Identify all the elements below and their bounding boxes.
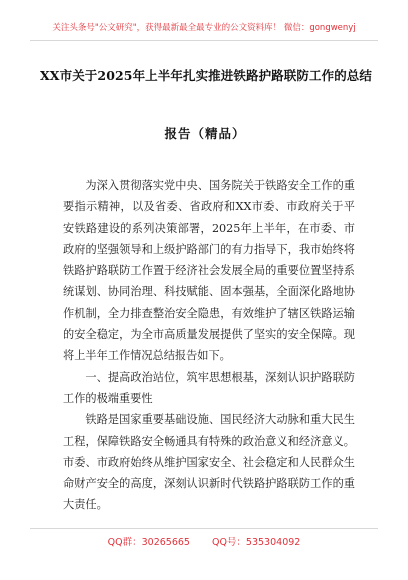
paragraph-section-1: 铁路是国家重要基础设施、国民经济大动脉和重大民生工程，保障铁路安全畅通具有特殊的政治意义和经济意义。市委、市政府始终从维护国家安全、社会稳定和人民群众生命财产安全的高度，深刻认识新时代铁路护路联防工作的重大责任。 bbox=[63, 413, 355, 512]
header-divider bbox=[30, 40, 378, 41]
footer-qq-number: QQ号：535304092 bbox=[211, 537, 301, 548]
footer-divider bbox=[30, 528, 378, 529]
document-title-line-2: 报告（精品） bbox=[164, 126, 246, 141]
section-heading-1: 一、提高政治站位，筑牢思想根基，深刻认识护路联防工作的极端重要性 bbox=[63, 370, 355, 405]
footer-contact bbox=[0, 536, 408, 549]
paragraph-intro: 为深入贯彻落实党中央、国务院关于铁路安全工作的重要指示精神，以及省委、省政府和XX市委、市政府关于平安铁路建设的系列决策部署，2025年上半年，在市委、市政府的坚强领导和上级护路部门的有力指导下，我市始终将铁路护路联防工作置于经济社会发展全局的重要位置坚持系统谋划、协同治理、科技赋能、固本强基，全面深化路地协作机制，全力排查整治安全隐患，有效维护了辖区铁路运输的安全稳定，为全市高质量发展提供了坚实的安全保障。现将上半年工作情况总结报告如下。 bbox=[63, 179, 355, 363]
header-banner: 关注头条号"公文研究"，获得最新最全最专业的公文资料库！ 微信：gongwenyj bbox=[52, 23, 356, 33]
document-title-line-1: XX市关于2025年上半年扎实推进铁路护路联防工作的总结 bbox=[40, 68, 372, 83]
document-body bbox=[63, 175, 355, 516]
footer-qq-group: QQ群：30265665 bbox=[107, 537, 190, 548]
